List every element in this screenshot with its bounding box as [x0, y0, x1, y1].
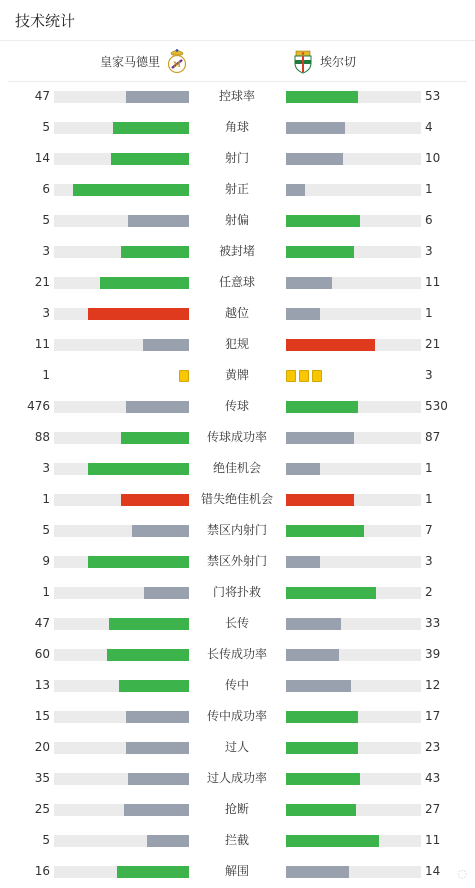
home-bar-fill — [73, 184, 189, 196]
home-bar-track — [54, 494, 189, 506]
away-value: 1 — [425, 182, 433, 196]
svg-text:M: M — [173, 60, 181, 69]
away-bar-fill — [286, 339, 375, 351]
stat-row — [0, 546, 475, 577]
home-value: 13 — [34, 678, 50, 692]
away-value: 23 — [425, 740, 441, 754]
stat-label: 传中 — [224, 678, 249, 692]
home-value: 476 — [27, 399, 50, 413]
stat-label: 过人 — [224, 740, 249, 754]
away-bar-track — [286, 277, 421, 289]
away-bar-fill — [286, 432, 354, 444]
away-value: 87 — [425, 430, 441, 444]
stat-label: 控球率 — [218, 89, 255, 103]
home-bar-track — [54, 401, 189, 413]
away-bar-track — [286, 401, 421, 413]
page-title: 技术统计 — [15, 12, 76, 30]
home-bar-track — [54, 866, 189, 878]
stat-label: 射偏 — [224, 213, 249, 227]
home-bar-track — [54, 432, 189, 444]
real-madrid-crest-icon — [166, 48, 188, 74]
stat-row — [0, 732, 475, 763]
away-bar-fill — [286, 835, 379, 847]
away-value: 1 — [425, 306, 433, 320]
away-value: 1 — [425, 492, 433, 506]
stat-label: 错失绝佳机会 — [200, 492, 273, 506]
stat-label: 长传成功率 — [206, 647, 267, 661]
home-bar-track — [54, 308, 189, 320]
home-value: 3 — [42, 306, 50, 320]
home-bar-track — [54, 556, 189, 568]
away-value: 21 — [425, 337, 441, 351]
away-bar-fill — [286, 742, 358, 754]
home-bar-fill — [144, 587, 189, 599]
home-bar-track — [54, 463, 189, 475]
home-bar-fill — [109, 618, 189, 630]
home-bar-fill — [143, 339, 189, 351]
home-bar-track — [54, 91, 189, 103]
away-value: 3 — [425, 368, 433, 382]
elche-crest-icon — [292, 48, 314, 74]
home-bar-fill — [111, 153, 189, 165]
away-yellow-cards — [286, 370, 322, 382]
home-team[interactable] — [100, 41, 188, 81]
stat-row — [0, 81, 475, 112]
away-bar-track — [286, 587, 421, 599]
home-bar-fill — [126, 742, 189, 754]
away-value: 530 — [425, 399, 448, 413]
away-bar-fill — [286, 649, 339, 661]
away-team-name: 埃尔切 — [320, 54, 357, 69]
home-value: 3 — [42, 244, 50, 258]
home-value: 35 — [34, 771, 50, 785]
home-bar-track — [54, 804, 189, 816]
stat-label: 传球成功率 — [206, 430, 267, 444]
stats-list — [0, 81, 475, 887]
stat-row — [0, 515, 475, 546]
stat-row — [0, 143, 475, 174]
away-bar-track — [286, 308, 421, 320]
home-bar-fill — [88, 556, 189, 568]
home-bar-fill — [88, 463, 189, 475]
away-bar-fill — [286, 401, 358, 413]
home-bar-track — [54, 246, 189, 258]
yellow-card-icon — [299, 370, 309, 382]
away-value: 7 — [425, 523, 433, 537]
stat-label: 任意球 — [218, 275, 255, 289]
home-bar-track — [54, 277, 189, 289]
watermark-icon: ◌ — [457, 867, 467, 880]
home-bar-track — [54, 153, 189, 165]
stat-row — [0, 329, 475, 360]
away-bar-track — [286, 339, 421, 351]
stat-row — [0, 112, 475, 143]
home-bar-fill — [124, 804, 189, 816]
away-bar-track — [286, 184, 421, 196]
away-bar-fill — [286, 246, 354, 258]
home-bar-fill — [107, 649, 189, 661]
away-bar-fill — [286, 153, 343, 165]
yellow-card-icon — [179, 370, 189, 382]
away-bar-track — [286, 525, 421, 537]
home-bar-track — [54, 742, 189, 754]
away-bar-track — [286, 91, 421, 103]
away-bar-fill — [286, 308, 320, 320]
away-bar-track — [286, 215, 421, 227]
away-bar-fill — [286, 587, 376, 599]
stat-label: 禁区外射门 — [206, 554, 267, 568]
stat-label: 传中成功率 — [206, 709, 267, 723]
home-bar-track — [54, 525, 189, 537]
away-bar-track — [286, 711, 421, 723]
home-bar-track — [54, 711, 189, 723]
away-bar-track — [286, 432, 421, 444]
home-bar-fill — [119, 680, 189, 692]
away-bar-track — [286, 866, 421, 878]
away-value: 6 — [425, 213, 433, 227]
away-value: 27 — [425, 802, 441, 816]
away-bar-fill — [286, 773, 360, 785]
home-bar-fill — [126, 401, 189, 413]
stat-label: 过人成功率 — [206, 771, 267, 785]
away-bar-fill — [286, 711, 358, 723]
home-bar-fill — [147, 835, 189, 847]
home-value: 11 — [34, 337, 50, 351]
away-value: 1 — [425, 461, 433, 475]
home-bar-track — [54, 680, 189, 692]
stat-row — [0, 267, 475, 298]
home-bar-fill — [121, 432, 189, 444]
home-bar-track — [54, 618, 189, 630]
home-bar-track — [54, 587, 189, 599]
away-bar-track — [286, 649, 421, 661]
home-value: 1 — [42, 585, 50, 599]
away-bar-fill — [286, 122, 345, 134]
stat-label: 越位 — [224, 306, 249, 320]
away-value: 11 — [425, 275, 441, 289]
home-value: 14 — [34, 151, 50, 165]
home-bar-fill — [126, 711, 189, 723]
away-bar-fill — [286, 556, 320, 568]
stat-label: 被封堵 — [218, 244, 255, 258]
stat-label: 绝佳机会 — [212, 461, 261, 475]
stat-label: 门将扑救 — [212, 585, 261, 599]
stat-row — [0, 298, 475, 329]
home-yellow-cards — [179, 370, 189, 382]
away-value: 3 — [425, 554, 433, 568]
away-bar-fill — [286, 277, 332, 289]
home-value: 16 — [34, 864, 50, 878]
home-value: 20 — [34, 740, 50, 754]
stat-label: 解围 — [224, 864, 249, 878]
stat-label: 射正 — [224, 182, 249, 196]
stat-row — [0, 205, 475, 236]
home-value: 5 — [42, 213, 50, 227]
home-value: 9 — [42, 554, 50, 568]
away-team[interactable] — [292, 41, 356, 81]
home-value: 47 — [34, 616, 50, 630]
stat-label: 射门 — [224, 151, 249, 165]
home-value: 1 — [42, 368, 50, 382]
stat-label: 禁区内射门 — [206, 523, 267, 537]
stat-row — [0, 577, 475, 608]
home-value: 6 — [42, 182, 50, 196]
home-bar-track — [54, 649, 189, 661]
stat-label: 抢断 — [224, 802, 249, 816]
stat-label: 角球 — [224, 120, 249, 134]
home-value: 21 — [34, 275, 50, 289]
away-bar-track — [286, 835, 421, 847]
home-bar-fill — [128, 215, 189, 227]
away-bar-track — [286, 463, 421, 475]
home-team-name: 皇家马德里 — [99, 54, 160, 69]
away-value: 14 — [425, 864, 441, 878]
home-value: 15 — [34, 709, 50, 723]
away-bar-fill — [286, 680, 351, 692]
stat-label: 犯规 — [224, 337, 249, 351]
away-bar-track — [286, 153, 421, 165]
home-bar-fill — [128, 773, 189, 785]
stat-row — [0, 856, 475, 887]
stat-row — [0, 174, 475, 205]
stat-label: 传球 — [224, 399, 249, 413]
home-bar-track — [54, 122, 189, 134]
away-bar-fill — [286, 804, 356, 816]
home-value: 60 — [34, 647, 50, 661]
away-bar-track — [286, 556, 421, 568]
home-value: 3 — [42, 461, 50, 475]
home-value: 1 — [42, 492, 50, 506]
home-bar-fill — [126, 91, 189, 103]
away-bar-track — [286, 246, 421, 258]
stat-row — [0, 236, 475, 267]
away-bar-track — [286, 742, 421, 754]
home-bar-track — [54, 184, 189, 196]
away-bar-track — [286, 804, 421, 816]
away-bar-fill — [286, 184, 305, 196]
away-value: 11 — [425, 833, 441, 847]
home-bar-track — [54, 835, 189, 847]
away-value: 2 — [425, 585, 433, 599]
stat-row — [0, 670, 475, 701]
stat-label: 长传 — [224, 616, 249, 630]
away-bar-fill — [286, 866, 349, 878]
stat-row — [0, 484, 475, 515]
stat-row — [0, 794, 475, 825]
home-bar-fill — [132, 525, 189, 537]
away-value: 33 — [425, 616, 441, 630]
away-value: 53 — [425, 89, 441, 103]
away-bar-track — [286, 618, 421, 630]
away-value: 3 — [425, 244, 433, 258]
away-bar-fill — [286, 215, 360, 227]
away-bar-fill — [286, 91, 358, 103]
home-bar-fill — [113, 122, 189, 134]
stat-row — [0, 422, 475, 453]
away-bar-track — [286, 773, 421, 785]
home-value: 25 — [34, 802, 50, 816]
home-bar-fill — [121, 494, 189, 506]
away-bar-fill — [286, 525, 364, 537]
away-value: 43 — [425, 771, 441, 785]
away-bar-fill — [286, 618, 341, 630]
stat-row — [0, 608, 475, 639]
home-value: 5 — [42, 523, 50, 537]
stat-label: 黄牌 — [224, 368, 249, 382]
away-bar-track — [286, 122, 421, 134]
home-bar-fill — [121, 246, 189, 258]
stat-row — [0, 360, 475, 391]
stat-row — [0, 763, 475, 794]
home-bar-fill — [117, 866, 189, 878]
away-value: 4 — [425, 120, 433, 134]
away-bar-fill — [286, 494, 354, 506]
stat-row — [0, 453, 475, 484]
home-bar-track — [54, 773, 189, 785]
home-value: 5 — [42, 120, 50, 134]
away-bar-track — [286, 680, 421, 692]
yellow-card-icon — [286, 370, 296, 382]
away-value: 10 — [425, 151, 441, 165]
home-bar-fill — [88, 308, 189, 320]
away-bar-fill — [286, 463, 320, 475]
home-bar-fill — [100, 277, 189, 289]
teams-header — [0, 41, 475, 81]
away-value: 39 — [425, 647, 441, 661]
home-value: 5 — [42, 833, 50, 847]
away-value: 12 — [425, 678, 441, 692]
away-value: 17 — [425, 709, 441, 723]
home-bar-track — [54, 339, 189, 351]
stat-row — [0, 701, 475, 732]
away-bar-track — [286, 494, 421, 506]
stat-row — [0, 825, 475, 856]
home-value: 88 — [34, 430, 50, 444]
home-value: 47 — [34, 89, 50, 103]
yellow-card-icon — [312, 370, 322, 382]
stat-row — [0, 639, 475, 670]
home-bar-track — [54, 215, 189, 227]
stat-row — [0, 391, 475, 422]
stat-label: 拦截 — [224, 833, 249, 847]
